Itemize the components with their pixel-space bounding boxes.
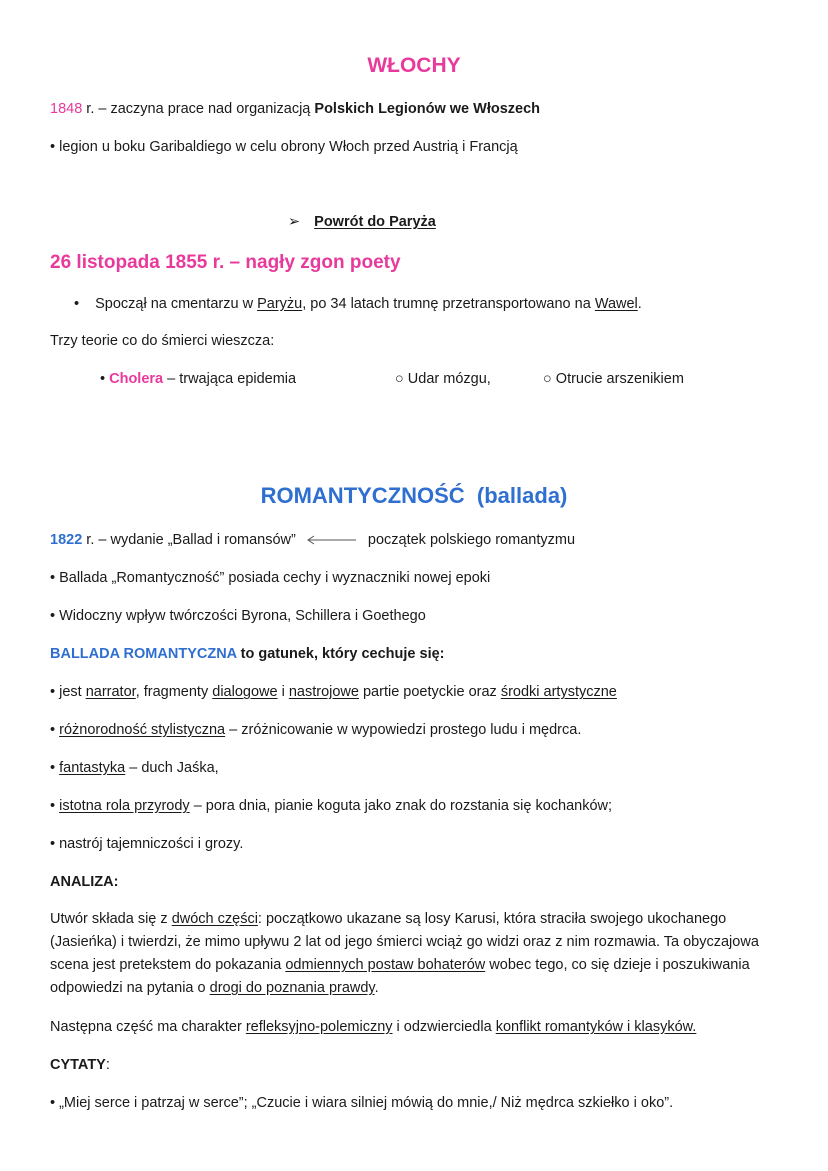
section-title-wlochy: WŁOCHY: [367, 54, 461, 77]
line-1848: [50, 101, 540, 117]
term-narrator: narrator: [85, 684, 136, 700]
bullet-ballada: • Ballada „Romantyczność” posiada cechy i wyznaczniki nowej epoki: [50, 570, 491, 586]
feature-5: • nastrój tajemniczości i grozy.: [50, 836, 244, 852]
definition-line: [50, 646, 445, 662]
term: dwóch części: [171, 911, 258, 927]
theories-intro: Trzy teorie co do śmierci wieszcza:: [50, 333, 275, 349]
text: , po 34 latach trumnę przetransportowano na: [302, 296, 595, 312]
term-dialogowe: dialogowe: [212, 684, 278, 700]
subheading-powrot: [288, 214, 436, 230]
text: Spoczął na cmentarzu w: [95, 296, 258, 312]
text: i: [277, 684, 289, 700]
term-nastrojowe: nastrojowe: [288, 684, 359, 700]
term: istotna rola przyrody: [59, 798, 190, 814]
feature-1: [50, 684, 617, 700]
link-paryz: Paryżu: [257, 296, 303, 312]
analiza-paragraph-2: [50, 1019, 696, 1035]
term-srodki: środki artystyczne: [500, 684, 617, 700]
arrow-marker-icon: ➢: [288, 214, 301, 230]
theory-2: ○ Udar mózgu,: [395, 371, 491, 387]
text: – trwająca epidemia: [163, 371, 297, 387]
text: – pora dnia, pianie koguta jako znak do rozstania się kochanków;: [189, 798, 613, 814]
year-1848: 1848: [50, 101, 83, 117]
line-1822: [50, 532, 575, 548]
text: wobec tego, co się dzieje i poszukiwania odpowiedzi na pytania o: [50, 957, 750, 996]
text: •: [50, 722, 60, 738]
text: .: [637, 296, 642, 312]
feature-3: [50, 760, 219, 776]
bullet-burial: [74, 296, 642, 312]
bullet-icon: •: [100, 371, 110, 387]
section-title-romantycznosc: ROMANTYCZNOŚĆ (ballada): [260, 483, 568, 508]
text-bold: Polskich Legionów we Włoszech: [314, 101, 540, 117]
text: • jest: [50, 684, 86, 700]
theory-3: ○ Otrucie arszenikiem: [543, 371, 684, 387]
text: r. – zaczyna prace nad organizacją: [82, 101, 315, 117]
theory-cholera: Cholera: [109, 371, 164, 387]
text: Następna część ma charakter: [50, 1019, 246, 1035]
feature-2: [50, 722, 581, 738]
text: :: [105, 1057, 110, 1073]
quote-line: • „Miej serce i patrzaj w serce”; „Czucie i wiara silniej mówią do mnie,/ Niż mędrca szkiełko i oko”.: [50, 1095, 674, 1111]
bullet-icon: •: [74, 296, 80, 312]
subheading-text: Powrót do Paryża: [314, 214, 436, 230]
analiza-label: ANALIZA:: [50, 874, 119, 890]
left-arrow-icon: [306, 535, 358, 545]
link-wawel: Wawel: [594, 296, 638, 312]
term: refleksyjno-polemiczny: [245, 1019, 393, 1035]
text: to gatunek, który cechuje się:: [236, 646, 445, 662]
text: partie poetyckie oraz: [358, 684, 501, 700]
text: początek polskiego romantyzmu: [367, 532, 576, 548]
term: fantastyka: [59, 760, 126, 776]
text: , fragmenty: [135, 684, 213, 700]
year-1822: 1822: [50, 532, 83, 548]
text: •: [50, 760, 60, 776]
text: r. – wydanie „Ballad i romansów”: [82, 532, 296, 548]
text: – zróżnicowanie w wypowiedzi prostego ludu i mędrca.: [225, 722, 582, 738]
feature-4: [50, 798, 612, 814]
bullet-legion: • legion u boku Garibaldiego w celu obrony Włoch przed Austrią i Francją: [50, 139, 518, 155]
text: Utwór składa się z: [50, 911, 172, 927]
heading-death: 26 listopada 1855 r. – nagły zgon poety: [50, 252, 401, 273]
text: – duch Jaśka,: [125, 760, 219, 776]
term: drogi do poznania prawdy: [209, 980, 375, 996]
text: .: [374, 980, 379, 996]
bullet-wplyw: • Widoczny wpływ twórczości Byrona, Schillera i Goethego: [50, 608, 426, 624]
theory-1: [100, 371, 296, 387]
text: •: [50, 798, 60, 814]
analiza-paragraph-1: [50, 908, 785, 1000]
text: CYTATY: [50, 1057, 106, 1073]
text: i odzwierciedla: [392, 1019, 496, 1035]
term: konflikt romantyków i klasyków.: [495, 1019, 697, 1035]
text: : początkowo ukazane są losy Karusi, która straciła swojego ukochanego (Jasieńka) i twierdzi, że mimo upływu 2 lat od jego śmierci wciąż go widzi oraz z nim rozmawia. Ta obyczajowa scena jest pretekstem do pokazania: [50, 911, 759, 973]
term-ballada-romantyczna: BALLADA ROMANTYCZNA: [50, 646, 237, 662]
cytaty-label: [50, 1057, 110, 1073]
term: różnorodność stylistyczna: [59, 722, 226, 738]
term: odmiennych postaw bohaterów: [285, 957, 486, 973]
